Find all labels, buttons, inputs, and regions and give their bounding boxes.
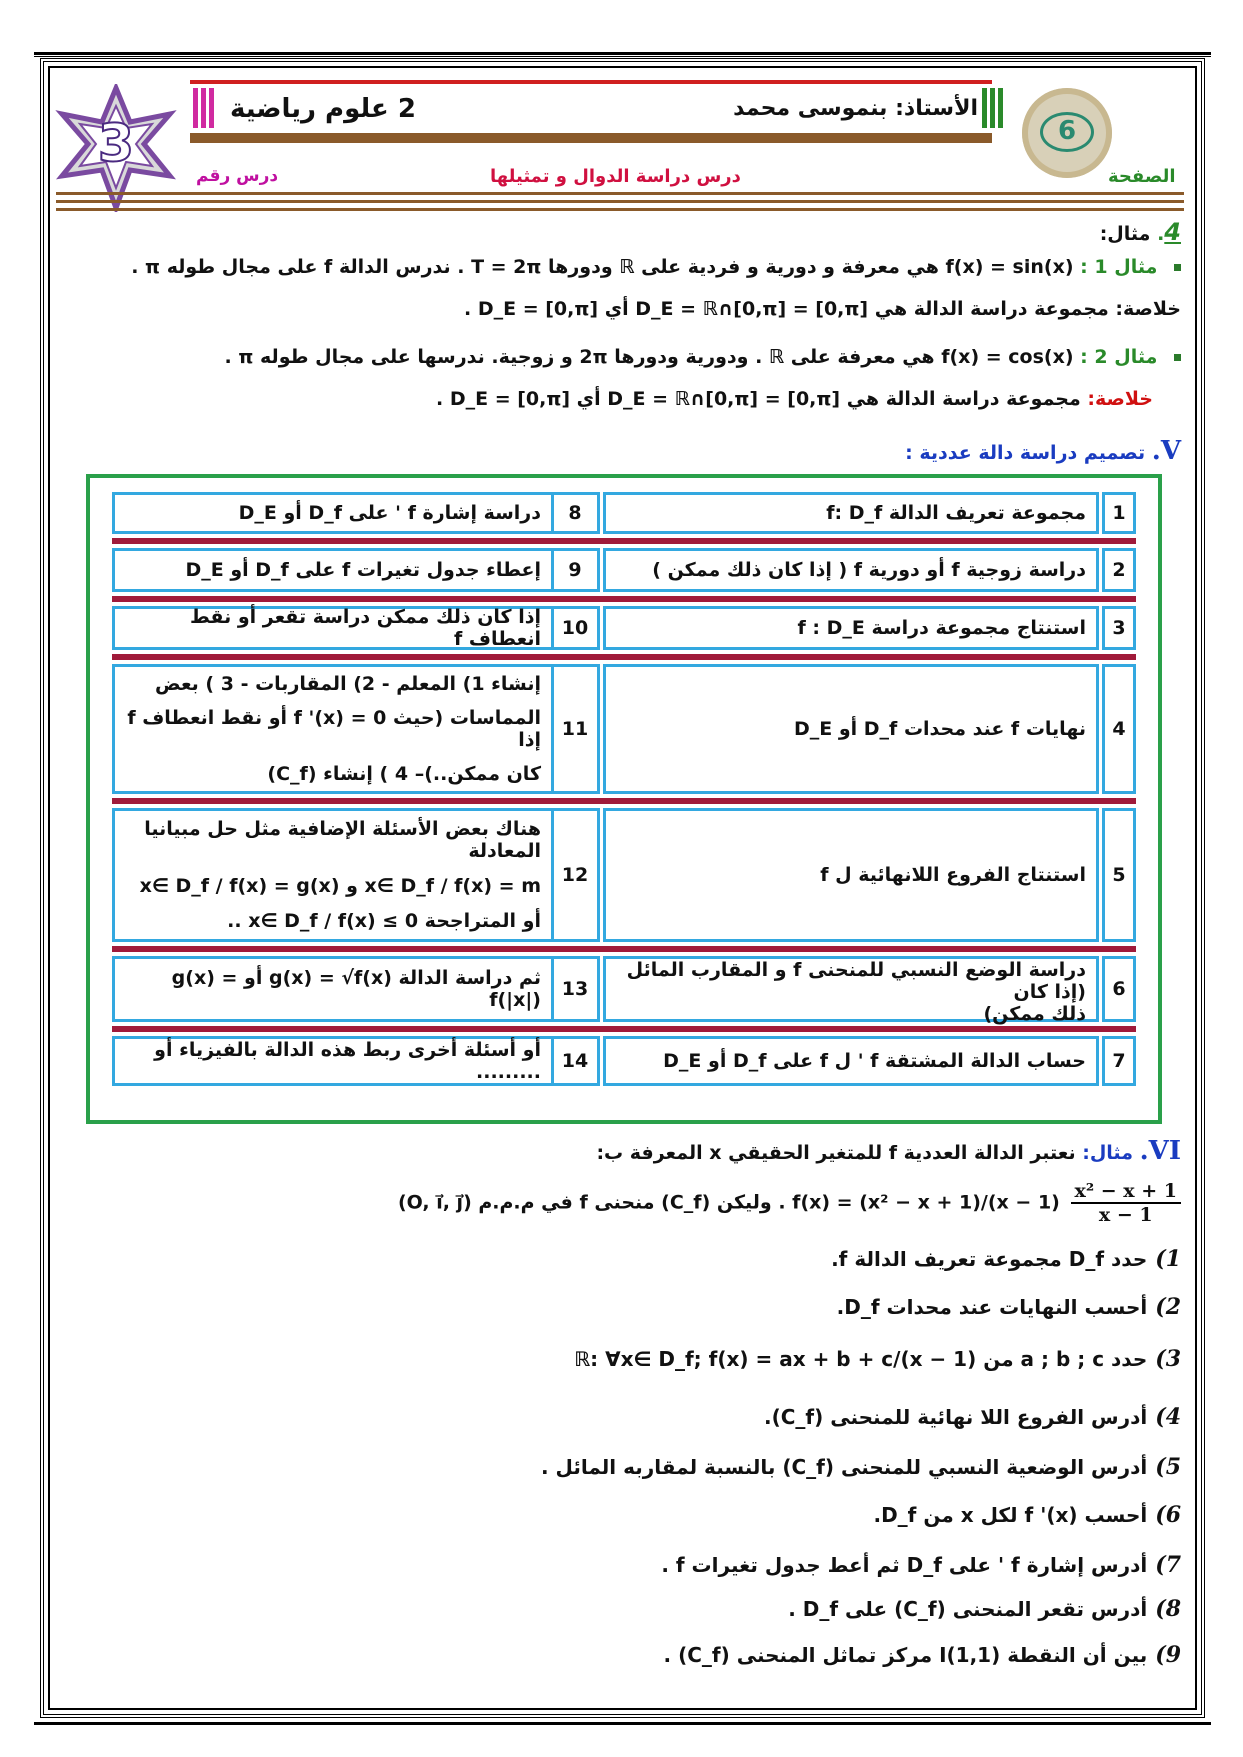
star-number: 3 <box>97 114 135 174</box>
example1-label: مثال 1 : <box>1080 256 1158 278</box>
table-row <box>112 808 1136 942</box>
question-number: 5) <box>1155 1454 1181 1480</box>
question-text: أدرس تقعر المنحنى (C_f) على D_f . <box>788 1597 1148 1621</box>
table-row <box>112 548 1136 592</box>
header-brown-bar <box>190 133 992 143</box>
fraction-denominator: x − 1 <box>1098 1204 1153 1226</box>
section4-number: 4 <box>1164 218 1181 246</box>
row-separator <box>112 654 1136 660</box>
header-rule-2 <box>56 200 1184 203</box>
row-text: أو أسئلة أخرى ربط هذه الدالة بالفيزياء أو ......... <box>112 1036 554 1086</box>
row-text-line: ذلك ممكن) <box>983 1003 1086 1025</box>
example1-summary: خلاصة: مجموعة دراسة الدالة هي D_E = ℝ∩[0,π] = [0,π] أي D_E = [0,π] . <box>464 298 1181 320</box>
row-text: حساب الدالة المشتقة f ' ل f على D_f أو D_E <box>603 1036 1099 1086</box>
header-rule-3 <box>56 208 1184 211</box>
row-number: 1 <box>1102 492 1136 534</box>
page-number: 6 <box>1040 112 1094 152</box>
section4-title: مثال: <box>1099 223 1151 245</box>
section5-heading <box>60 436 1181 466</box>
row-number: 11 <box>550 664 600 794</box>
question-text: أحسب النهايات عند محدات D_f. <box>836 1295 1148 1319</box>
fraction-numerator: x² − x + 1 <box>1071 1180 1182 1204</box>
row-number: 7 <box>1102 1036 1136 1086</box>
row-number: 4 <box>1102 664 1136 794</box>
example2-summary <box>60 388 1153 410</box>
question-item <box>788 1596 1181 1622</box>
question-text: أدرس إشارة f ' على D_f ثم أعط جدول تغيرات f . <box>661 1553 1148 1577</box>
row-text-line: هناك بعض الأسئلة الإضافية مثل حل مبيانيا المعادلة <box>144 817 541 862</box>
row-number: 13 <box>550 956 600 1022</box>
row-separator <box>112 798 1136 804</box>
bottom-rule <box>34 1722 1211 1725</box>
table-row <box>112 606 1136 650</box>
level-label: 2 علوم رياضية <box>230 94 416 124</box>
row-number: 12 <box>550 808 600 942</box>
question-item <box>541 1454 1181 1480</box>
row-number: 3 <box>1102 606 1136 650</box>
bullet-icon <box>1174 354 1181 361</box>
example1-text: f(x) = sin(x) هي معرفة و دورية و فردية على ℝ ودورها T = 2π . ندرس الدالة f على مجال طوله π . <box>131 256 1074 278</box>
left-stripes <box>190 88 214 132</box>
row-text: دراسة إشارة f ' على D_f أو D_E <box>112 492 554 534</box>
section6-number: VI. <box>1139 1136 1181 1166</box>
row-text: استنتاج مجموعة دراسة f : D_E <box>603 606 1099 650</box>
top-rule <box>34 52 1211 55</box>
example2 <box>60 346 1181 368</box>
header-red-bar <box>190 80 992 84</box>
row-text-multiline <box>112 808 554 942</box>
question-item <box>764 1404 1181 1430</box>
question-text: أدرس الفروع اللا نهائية للمنحنى (C_f). <box>764 1405 1148 1429</box>
question-item <box>664 1642 1181 1668</box>
row-text: استنتاج الفروع اللانهائية ل f <box>603 808 1099 942</box>
section5-number: V. <box>1151 436 1181 466</box>
section4-heading: 4. مثال: <box>1099 218 1181 246</box>
lesson-title: درس دراسة الدوال و تمثيلها <box>490 166 741 187</box>
row-text-line: دراسة الوضع النسبي للمنحنى f و المقارب المائل (إذا كان <box>626 959 1086 1003</box>
row-text: مجموعة تعريف الدالة f: D_f <box>603 492 1099 534</box>
section5-title: تصميم دراسة دالة عددية : <box>905 442 1146 464</box>
row-number: 5 <box>1102 808 1136 942</box>
row-separator <box>112 1026 1136 1032</box>
section6-heading <box>60 1136 1181 1166</box>
header-rule-1 <box>56 192 1184 195</box>
row-text-line: أو المتراجحة x∈ D_f / f(x) ≤ 0 .. <box>227 910 541 933</box>
example2-label: مثال 2 : <box>1080 346 1158 368</box>
question-text: حدد a ; b ; c من ℝ: ∀x∈ D_f; f(x) = ax + b + c/(x − 1) <box>574 1347 1148 1371</box>
row-separator <box>112 596 1136 602</box>
row-text-line: إنشاء 1) المعلم - 2) المقاربات - 3 ) بعض <box>155 673 541 695</box>
question-item <box>873 1502 1181 1528</box>
section6-label: مثال: <box>1082 1142 1133 1164</box>
row-number: 9 <box>550 548 600 592</box>
question-number: 4) <box>1155 1404 1181 1430</box>
row-text-line: المماسات (حيث f '(x) = 0 أو نقط انعطاف f إذا <box>127 707 541 751</box>
row-text: إذا كان ذلك ممكن دراسة تقعر أو نقط انعطاف f <box>112 606 554 650</box>
function-definition <box>60 1180 1181 1226</box>
question-item <box>661 1552 1181 1578</box>
example2-summary-label: خلاصة: <box>1087 388 1153 410</box>
table-row <box>112 664 1136 794</box>
fraction <box>1071 1180 1182 1226</box>
row-text: إعطاء جدول تغيرات f على D_f أو D_E <box>112 548 554 592</box>
row-separator <box>112 946 1136 952</box>
function-definition-text: f(x) = (x² − x + 1)/(x − 1) . وليكن (C_f) منحنى f في م.م.م (O, i⃗, j⃗) <box>397 1191 1060 1214</box>
question-text: حدد D_f مجموعة تعريف الدالة f. <box>831 1247 1148 1271</box>
question-number: 7) <box>1155 1552 1181 1578</box>
question-item <box>574 1346 1181 1372</box>
question-number: 6) <box>1155 1502 1181 1528</box>
question-text: أحسب f '(x) لكل x من D_f. <box>873 1503 1148 1527</box>
row-text-line: x∈ D_f / f(x) = m و x∈ D_f / f(x) = g(x) <box>139 874 541 897</box>
row-separator <box>112 538 1136 544</box>
example1 <box>60 256 1181 278</box>
table-row <box>112 1036 1136 1086</box>
page-label: الصفحة <box>1108 166 1176 187</box>
question-text: أدرس الوضعية النسبي للمنحنى (C_f) بالنسبة لمقاربه المائل . <box>540 1455 1148 1479</box>
row-number: 2 <box>1102 548 1136 592</box>
question-number: 1) <box>1155 1246 1181 1272</box>
question-text: بين أن النقطة I(1,1) مركز تماثل المنحنى (C_f) . <box>663 1643 1148 1667</box>
page-badge <box>1022 88 1112 178</box>
row-number: 10 <box>550 606 600 650</box>
question-item <box>837 1294 1181 1320</box>
table-row <box>112 956 1136 1025</box>
section6-intro: نعتبر الدالة العددية f للمتغير الحقيقي x المعرفة ب: <box>596 1142 1076 1164</box>
lesson-number-label: درس رقم <box>196 166 279 186</box>
row-text: نهايات f عند محدات D_f أو D_E <box>603 664 1099 794</box>
table-row <box>112 492 1136 534</box>
right-stripes <box>979 88 1003 132</box>
row-text: دراسة زوجية f أو دورية f ( إذا كان ذلك ممكن ) <box>603 548 1099 592</box>
question-number: 2) <box>1155 1294 1181 1320</box>
row-number: 14 <box>550 1036 600 1086</box>
example2-text: f(x) = cos(x) هي معرفة على ℝ . ودورية ودورها 2π و زوجية. ندرسها على مجال طوله π . <box>224 346 1074 368</box>
row-number: 8 <box>550 492 600 534</box>
top-rule-thin <box>34 56 1211 57</box>
row-text-multiline <box>603 956 1099 1025</box>
row-text-line: كان ممكن..)– 4 ) إنشاء (C_f) <box>267 763 541 785</box>
teacher-name: الأستاذ: بنموسى محمد <box>733 96 978 121</box>
study-design-table <box>86 474 1162 1124</box>
question-number: 3) <box>1155 1346 1181 1372</box>
question-number: 9) <box>1155 1642 1181 1668</box>
row-text-multiline <box>112 664 554 794</box>
question-item <box>831 1246 1181 1272</box>
row-text: ثم دراسة الدالة g(x) = √f(x) أو g(x) = f(|x|) <box>112 956 554 1022</box>
bullet-icon <box>1174 264 1181 271</box>
question-number: 8) <box>1155 1596 1181 1622</box>
example2-summary-text: مجموعة دراسة الدالة هي D_E = ℝ∩[0,π] = [0,π] أي D_E = [0,π] . <box>435 388 1081 410</box>
row-number: 6 <box>1102 956 1136 1022</box>
